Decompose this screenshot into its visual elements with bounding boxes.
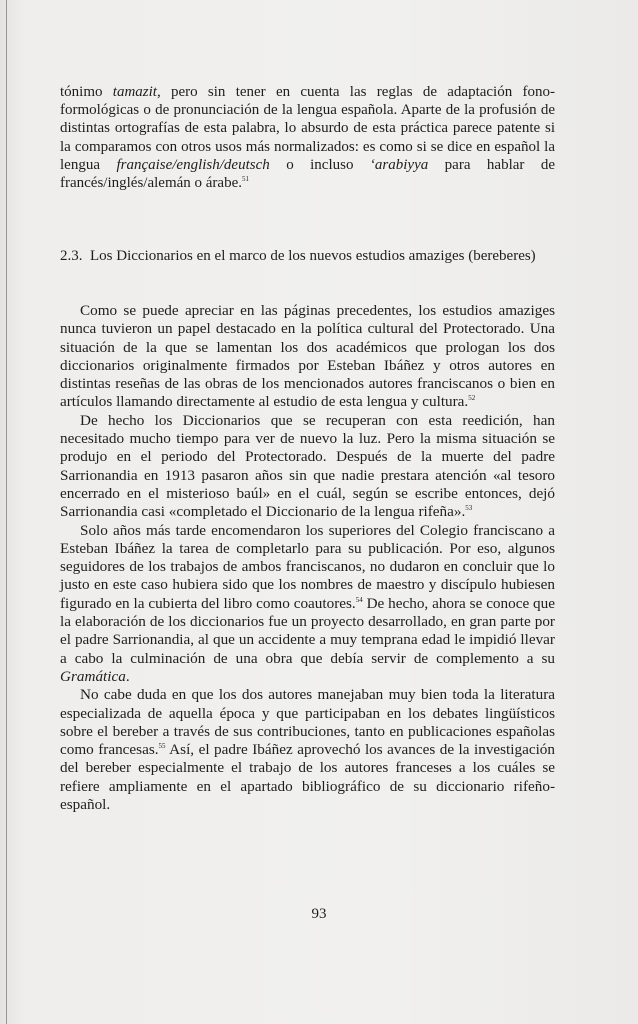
paragraph-4 (60, 522, 555, 687)
text-run: , pero sin tener en cuenta las reglas de adaptación fono-formológicas o de pronunciación de la lengua española. Aparte de la profusión de distintas ortografías de esta palabra, lo absurdo de esta práctica parece patente si la comparamos con otros usos más normalizados: es como si se dice en español la lengua (60, 84, 555, 173)
footnote-ref: 52 (468, 394, 476, 403)
text-run: De hecho, ahora se conoce que la elaboración de los diccionarios fue un proyecto desarrollado, en gran parte por el padre Sarrionandia, al que un accidente a muy temprana edad le impidió llevar a cabo la culminación de una obra que debía servir de complemento a su (60, 594, 555, 667)
text-run: De hecho los Diccionarios que se recuperan con esta reedición, han necesitado mucho tiempo para ver de nuevo la luz. Pero la misma situación se produjo en el periodo del Protectorado. Después de la muerte del padre Sarrionandia en 1913 pasaron años sin que nadie prestara atención «al tesoro encerrado en el misterioso baúl» en el cuál, según se escribe entonces, dejó Sarrionandia casi «completado el Diccionario de la lengua rifeña». (60, 411, 555, 521)
italic-term: tamazit (112, 84, 157, 100)
paragraph-1 (60, 83, 555, 192)
text-run: tónimo (60, 84, 113, 100)
italic-term: ‘arabiyya (369, 156, 429, 173)
paragraph-3 (60, 412, 555, 522)
text-run: Como se puede apreciar en las páginas precedentes, los estudios amaziges nunca tuvieron un papel destacado en la política cultural del Protectorado. Una situación de la que se lamentan los dos académicos que prologan los dos diccionarios originalmente firmados por Esteban Ibáñez y otros autores en distintas reseñas de las obras de los mencionados autores franciscanos o bien en artículos llamando directamente al estudio de esta lengua y cultura. (60, 302, 555, 411)
paragraph-2 (60, 302, 555, 412)
text-run: para hablar de francés/inglés/alemán o árabe. (60, 156, 555, 192)
section-heading (60, 247, 555, 265)
paragraph-5 (60, 686, 555, 814)
page-edge-line (6, 0, 7, 1024)
italic-term: Gramática (60, 667, 126, 685)
footnote-ref: 54 (355, 595, 363, 604)
footnote-ref: 55 (158, 742, 166, 751)
opening-paragraph (60, 83, 555, 192)
text-run: . (125, 667, 130, 685)
section-number: 2.3. (60, 248, 83, 264)
section-body (60, 302, 555, 814)
text-run: Así, el padre Ibáñez aprovechó los avances de la investigación del bereber especialmente el trabajo de los autores franceses a los cuáles se refiere ampliamente en el apartado bibliográfico de su diccionario rifeño-español. (60, 741, 555, 814)
italic-term: française/english/deutsch (116, 156, 270, 173)
page-number: 93 (311, 906, 327, 922)
section-title: Los Diccionarios en el marco de los nuevos estudios amaziges (bereberes) (90, 248, 536, 264)
footnote-ref: 51 (242, 175, 249, 184)
text-run: Solo años más tarde encomendaron los superiores del Colegio franciscano a Esteban Ibáñez la tarea de completarlo para su publicación. Por eso, algunos seguidores de los trabajos de ambos franciscanos, no dudaron en concluir que lo justo en este caso hubiera sido que los nombres de maestro y discípulo hubiesen figurado en la cubierta del libro como coautores. (60, 521, 555, 612)
footnote-ref: 53 (465, 504, 473, 513)
text-run: No cabe duda en que los dos autores manejaban muy bien toda la literatura especializada de aquella época y que participaban en los debates lingüísticos sobre el bereber a través de sus contribuciones, tanto en publicaciones españolas como francesas. (60, 686, 555, 759)
text-run: o incluso (269, 156, 370, 173)
